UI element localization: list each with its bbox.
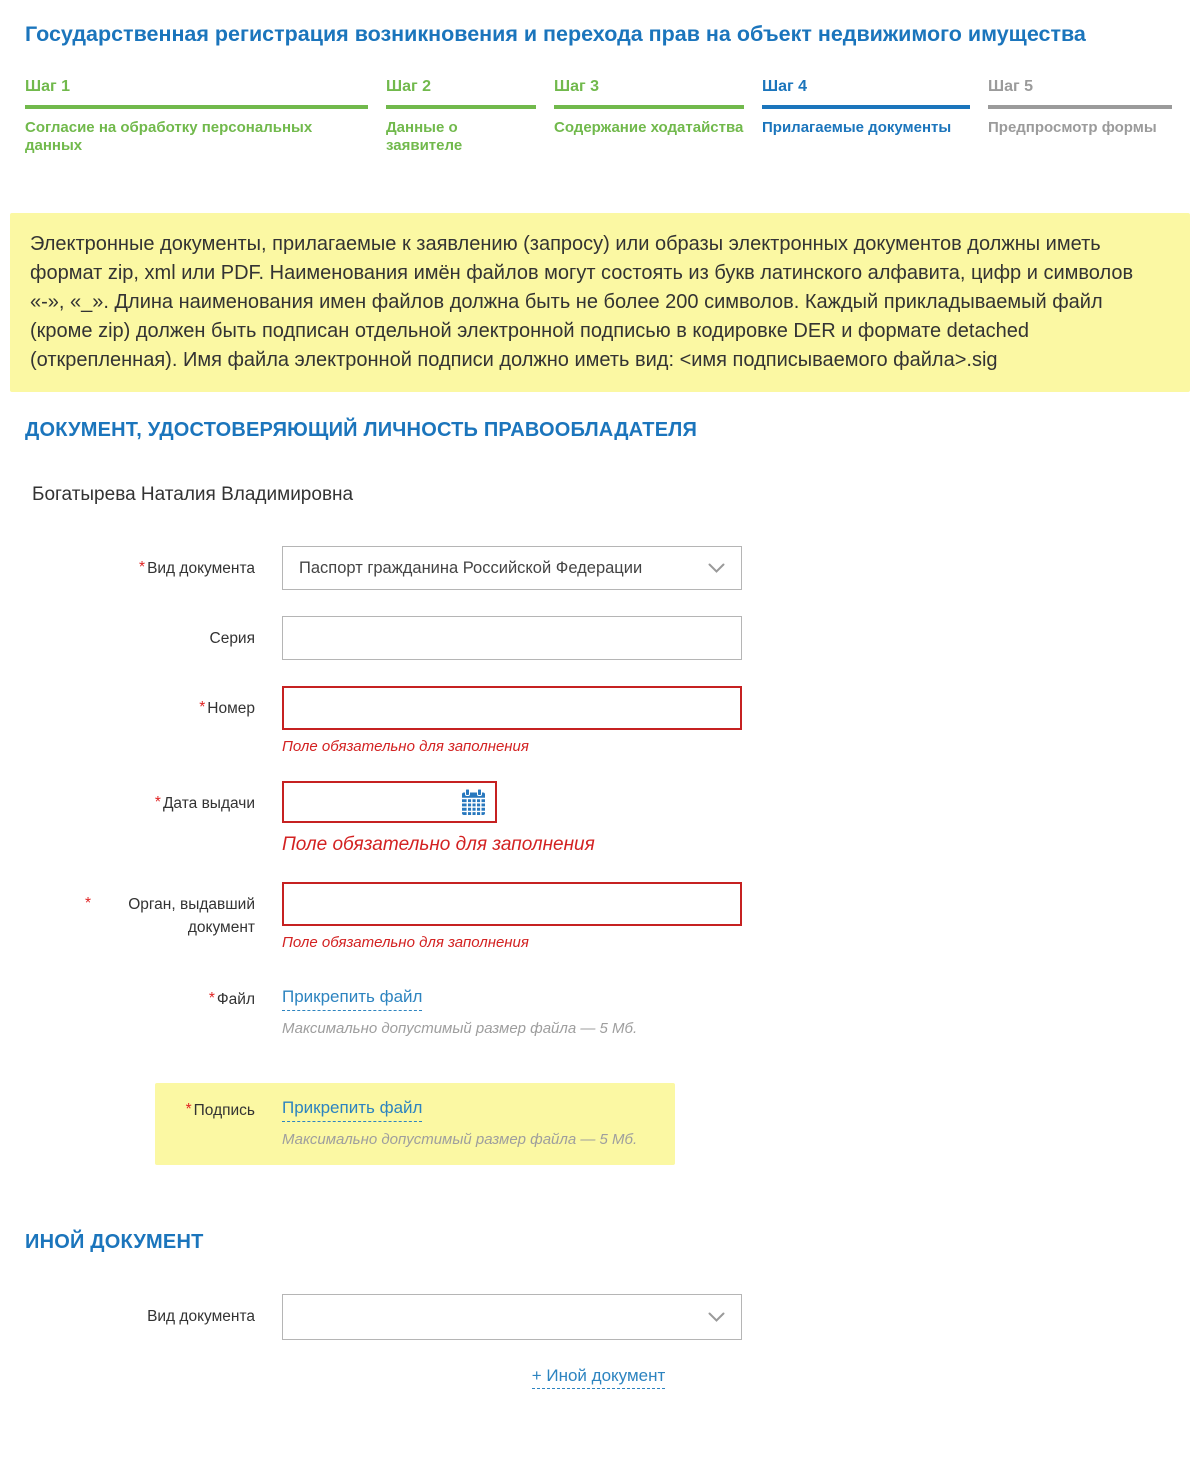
section-heading-other-document: ИНОЙ ДОКУМЕНТ: [25, 1231, 204, 1254]
series-row: [25, 616, 1172, 660]
step-label: Данные о заявителе: [386, 119, 463, 155]
issue-date-row: [25, 781, 1172, 856]
step-label: Содержание ходатайства: [554, 119, 744, 137]
add-other-document-link[interactable]: + Иной документ: [532, 1366, 666, 1389]
doc-type-select[interactable]: [282, 546, 742, 590]
step-number: Шаг 1: [25, 78, 70, 96]
other-doc-type-select[interactable]: [282, 1294, 742, 1340]
step-progress-bar: [386, 105, 536, 109]
number-error-message: Поле обязательно для заполнения: [282, 738, 529, 756]
chevron-down-icon: [708, 563, 725, 574]
issue-date-error-message: Поле обязательно для заполнения: [282, 834, 595, 856]
issuing-authority-label: * Орган, выдавший документ: [84, 895, 255, 936]
doc-type-row: [25, 546, 1172, 590]
doc-type-selected-value: Паспорт гражданина Российской Федерации: [299, 558, 643, 577]
file-label: * Файл: [208, 990, 255, 1009]
step-5[interactable]: [988, 78, 1172, 155]
number-label: * Номер: [199, 699, 255, 718]
number-row: [25, 686, 1172, 755]
step-number: Шаг 2: [386, 78, 431, 96]
chevron-down-icon: [708, 1312, 725, 1323]
file-size-hint: Максимально допустимый размер файла — 5 Мб.: [282, 1020, 638, 1038]
step-progress-bar: [25, 105, 368, 109]
signature-highlight-block: [155, 1083, 675, 1165]
step-progress-bar: [762, 105, 970, 109]
signature-row: [155, 1098, 655, 1148]
step-nav: [25, 78, 1172, 155]
doc-type-label: * Вид документа: [139, 559, 255, 578]
notice-banner: Электронные документы, прилагаемые к заявлению (запросу) или образы электронных документов должны иметь формат zip, xml или PDF. Наименования имён файлов могут состоять из букв латинского алфавита, цифр и символов «-», «_». Длина наименования имен файлов должна быть не более 200 символов. Каждый прикладываемый файл (кроме zip) должен быть подписан отдельной электронной подписью в кодировке DER и формате detached (открепленная). Имя файла электронной подписи должно иметь вид: <имя подписываемого файла>.sig: [10, 213, 1190, 392]
step-label: Прилагаемые документы: [762, 119, 952, 137]
step-number: Шаг 3: [554, 78, 599, 96]
file-row: [25, 987, 1172, 1037]
step-2[interactable]: [386, 78, 536, 155]
required-marker: *: [199, 699, 206, 717]
other-document-form: [25, 1294, 1172, 1386]
other-doc-type-row: [25, 1294, 1172, 1340]
other-doc-type-label: Вид документа: [147, 1308, 255, 1326]
series-input[interactable]: [282, 616, 742, 660]
step-progress-bar: [988, 105, 1172, 109]
series-label: Серия: [209, 630, 255, 648]
step-1[interactable]: [25, 78, 368, 155]
attach-signature-link[interactable]: Прикрепить файл: [282, 1098, 422, 1122]
calendar-button[interactable]: [461, 789, 486, 816]
identity-document-form: [25, 546, 1172, 1165]
step-number: Шаг 4: [762, 78, 807, 96]
issuing-authority-row: [25, 882, 1172, 951]
issue-date-label: * Дата выдачи: [154, 794, 255, 813]
issuing-authority-error-message: Поле обязательно для заполнения: [282, 934, 529, 952]
step-progress-bar: [554, 105, 744, 109]
required-marker: *: [185, 1101, 192, 1119]
required-marker: *: [154, 794, 161, 812]
step-number: Шаг 5: [988, 78, 1033, 96]
signature-size-hint: Максимально допустимый размер файла — 5 Мб.: [282, 1131, 638, 1149]
required-marker: *: [84, 895, 91, 913]
signature-label: * Подпись: [185, 1101, 255, 1120]
person-name: Богатырева Наталия Владимировна: [32, 484, 354, 506]
number-input[interactable]: [282, 686, 742, 730]
page-title: Государственная регистрация возникновения и перехода прав на объект недвижимого имущества: [25, 22, 1086, 46]
section-heading-identity-document: ДОКУМЕНТ, УДОСТОВЕРЯЮЩИЙ ЛИЧНОСТЬ ПРАВООБЛАДАТЕЛЯ: [25, 419, 698, 442]
required-marker: *: [139, 559, 146, 577]
step-4-active[interactable]: [762, 78, 970, 155]
step-label: Согласие на обработку персональных данных: [25, 119, 313, 155]
issuing-authority-input[interactable]: [282, 882, 742, 926]
calendar-icon: [461, 789, 486, 816]
step-3[interactable]: [554, 78, 744, 155]
step-label: Предпросмотр формы: [988, 119, 1157, 137]
required-marker: *: [208, 990, 215, 1008]
add-other-document-wrap: [25, 1366, 1172, 1386]
attach-file-link[interactable]: Прикрепить файл: [282, 987, 422, 1011]
